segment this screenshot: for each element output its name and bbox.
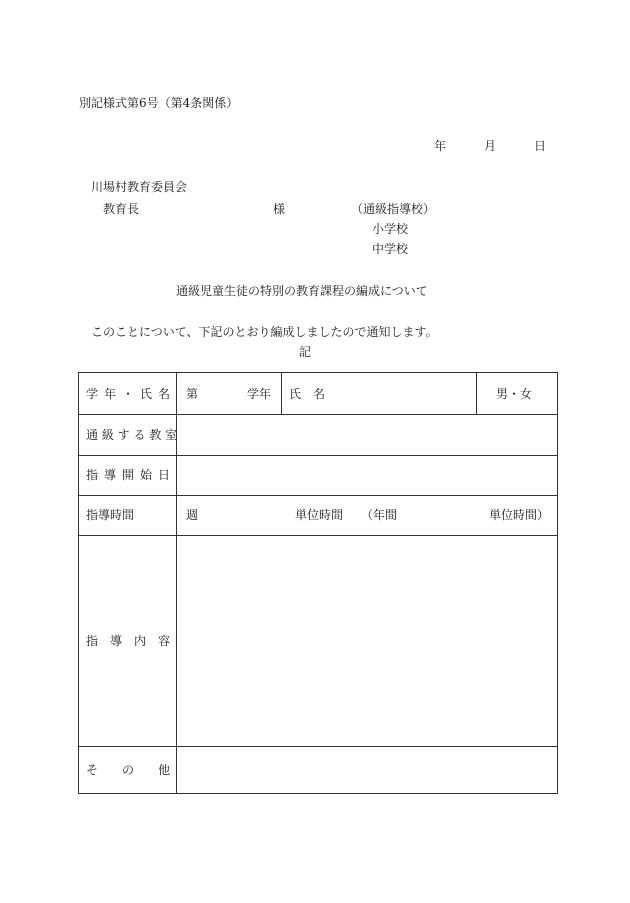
recipient-honorific: 様 — [273, 202, 286, 216]
unit-hours-label: 単位時間 — [295, 508, 344, 522]
document-title: 通級児童生徒の特別の教育課程の編成について — [176, 284, 428, 298]
row-divider — [79, 746, 557, 747]
row-label-instruction-time: 指導時間 — [86, 508, 135, 522]
row-label-instruction-content: 指 導 内 容 — [86, 634, 170, 648]
sender-junior-high: 中学校 — [372, 242, 409, 256]
sender-elementary: 小学校 — [372, 222, 409, 236]
form-table — [78, 372, 558, 794]
name-gender-divider — [476, 373, 477, 414]
row-divider — [79, 455, 557, 456]
row-label-other: そ の 他 — [86, 763, 170, 777]
row-divider — [79, 535, 557, 536]
recipient-superintendent: 教育長 — [103, 202, 140, 216]
row-label-start-date: 指 導 開 始 日 — [86, 468, 170, 482]
sender-school-type: （通級指導校） — [351, 202, 436, 216]
gender-options: 男・女 — [496, 387, 533, 401]
date-day-label: 日 — [534, 139, 547, 153]
annual-open-label: （年間 — [361, 508, 398, 522]
row-label-grade-name: 学 年 ・ 氏 名 — [86, 387, 170, 401]
ki-label: 記 — [299, 345, 312, 359]
body-text: このことについて、下記のとおり編成しましたので通知します。 — [91, 325, 438, 339]
week-label: 週 — [186, 508, 199, 522]
row-divider — [79, 495, 557, 496]
date-month-label: 月 — [484, 139, 497, 153]
name-label: 氏 名 — [289, 387, 326, 401]
recipient-board: 川場村教育委員会 — [91, 180, 188, 194]
grade-suffix: 学年 — [247, 387, 272, 401]
form-number: 別記様式第6号（第4条関係） — [79, 96, 239, 110]
row-divider — [79, 414, 557, 415]
grade-name-divider — [281, 373, 282, 414]
unit-hours-close-label: 単位時間） — [489, 508, 550, 522]
grade-prefix: 第 — [186, 387, 199, 401]
date-year-label: 年 — [434, 139, 447, 153]
row-label-classroom: 通 級 す る 教 室 — [86, 428, 178, 442]
